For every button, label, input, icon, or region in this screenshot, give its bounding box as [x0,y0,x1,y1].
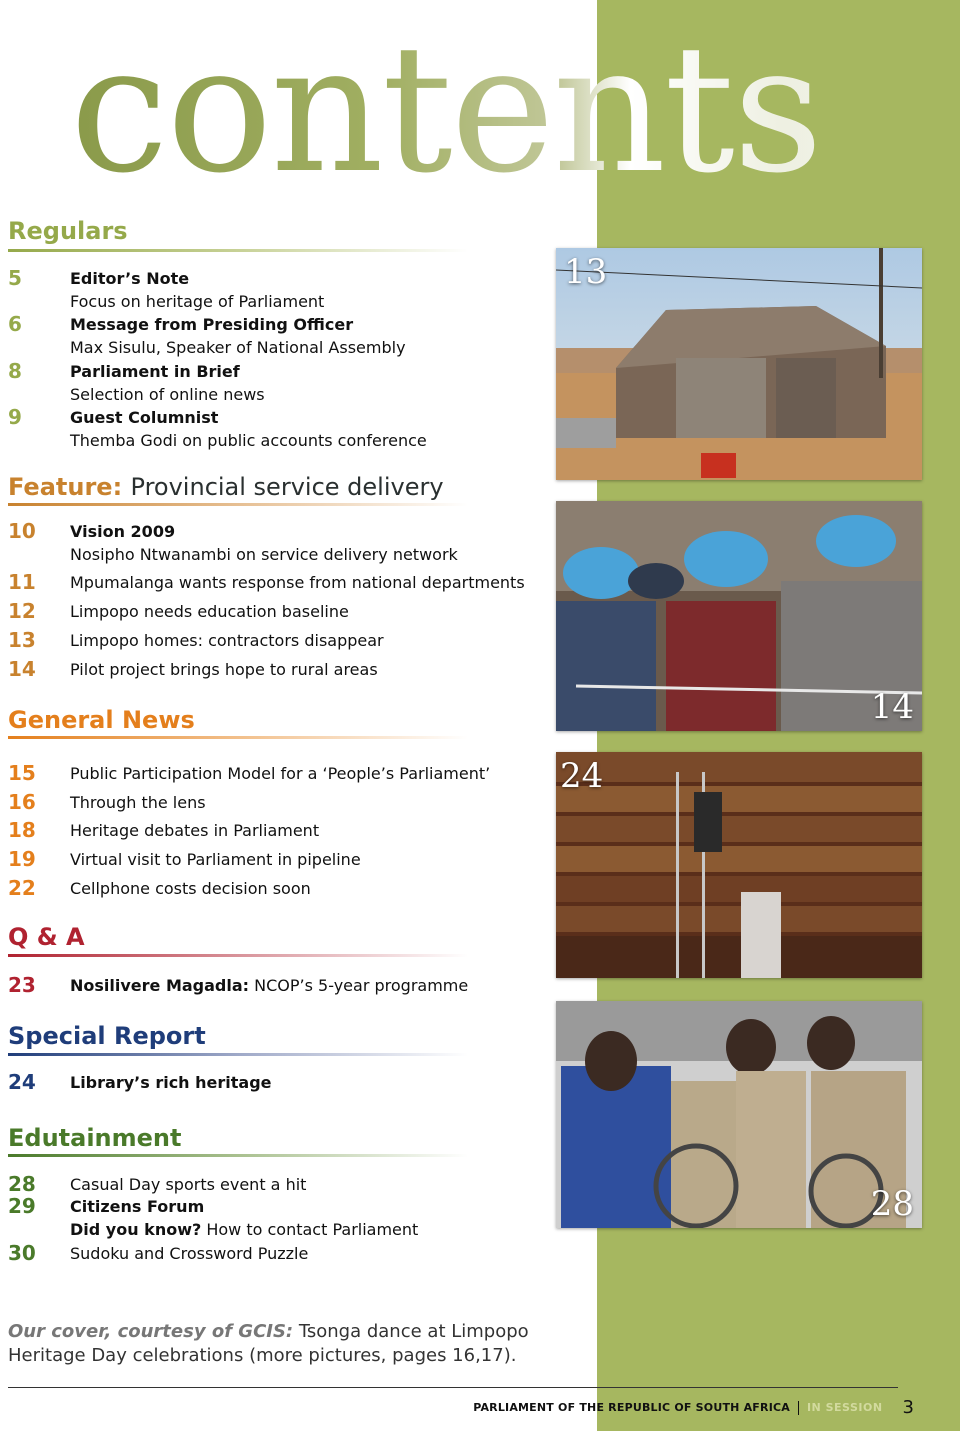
entry-text: Pilot project brings hope to rural areas [70,660,378,679]
shack-image [556,248,922,480]
entry-title: Citizens Forum [70,1197,205,1216]
page-number: 11 [8,570,36,594]
entry-text: Casual Day sports event a hit [70,1175,307,1194]
photo-library[interactable] [556,752,922,978]
entry-text: Cellphone costs decision soon [70,879,311,898]
page-number: 10 [8,519,36,543]
toc-entry[interactable] [8,762,588,785]
toc-entry[interactable] [8,629,588,652]
photo-page-number: 24 [560,756,604,796]
toc-entry[interactable] [8,1071,588,1094]
section-rule [8,1154,468,1157]
toc-entry[interactable] [8,313,588,359]
entry-text: Heritage debates in Parliament [70,821,320,840]
publication-name: PARLIAMENT OF THE REPUBLIC OF SOUTH AFRICA [473,1401,790,1414]
section-rule [8,249,468,252]
entry-title: Vision 2009 [70,522,176,541]
section-heading-regulars: Regulars [8,217,128,245]
entry-title: Nosilivere Magadla: [70,976,250,995]
photo-wheelchair-group[interactable] [556,1001,922,1228]
page-number: 30 [8,1241,36,1265]
page-number: 14 [8,657,36,681]
entry-title: Library’s rich heritage [70,1073,272,1092]
entry-text: Virtual visit to Parliament in pipeline [70,850,361,869]
section-heading-edutainment: Edutainment [8,1124,182,1152]
footer-rule [8,1387,898,1388]
section-rule [8,1053,468,1056]
toc-entry[interactable] [8,848,588,871]
page-number: 5 [8,266,22,290]
entry-rest: How to contact Parliament [201,1220,419,1239]
cover-caption-lead: Our cover, courtesy of GCIS: [8,1321,294,1342]
page-number: 8 [8,359,22,383]
section-subheading: Provincial service delivery [130,473,444,501]
toc-entry[interactable] [8,791,588,814]
toc-entry[interactable] [8,600,588,623]
page-number: 23 [8,973,36,997]
entry-title: Parliament in Brief [70,362,240,381]
toc-entry[interactable] [8,406,588,452]
toc-entry[interactable] [8,974,588,997]
page-number: 6 [8,312,22,336]
footer-divider [798,1401,799,1415]
entry-description: Nosipho Ntwanambi on service delivery network [70,545,458,564]
page-title: contents [70,20,960,200]
entry-description: Max Sisulu, Speaker of National Assembly [70,338,406,357]
cover-caption [8,1320,568,1368]
photo-shack[interactable] [556,248,922,480]
entry-description: Themba Godi on public accounts conference [70,431,427,450]
page-number: 18 [8,818,36,842]
toc-entry[interactable] [8,520,588,566]
entry-text: Through the lens [70,793,206,812]
page-number: 16 [8,790,36,814]
toc-entry[interactable] [8,1173,588,1196]
folio-page-number: 3 [902,1397,914,1418]
section-heading-feature [8,472,444,502]
photo-ribbon-cutting[interactable] [556,501,922,731]
entry-description: Focus on heritage of Parliament [70,292,325,311]
wheelchair-group-image [556,1001,922,1228]
section-rule [8,736,468,739]
photo-page-number: 13 [564,252,608,292]
toc-entry[interactable] [8,1195,588,1241]
section-heading-special-report: Special Report [8,1022,206,1050]
entry-highlight: Did you know? [70,1220,202,1239]
page-number: 19 [8,847,36,871]
toc-entry[interactable] [8,658,588,681]
page-number: 15 [8,761,36,785]
library-image [556,752,922,978]
page-number: 9 [8,405,22,429]
entry-description: NCOP’s 5-year programme [249,976,469,995]
entry-title: Guest Columnist [70,408,219,427]
photo-page-number: 14 [870,687,914,727]
entry-text: Sudoku and Crossword Puzzle [70,1244,309,1263]
toc-entry[interactable] [8,360,588,406]
section-heading-general-news: General News [8,706,195,734]
page-number: 13 [8,628,36,652]
page-number: 24 [8,1070,36,1094]
entry-text: Limpopo homes: contractors disappear [70,631,384,650]
toc-entry[interactable] [8,819,588,842]
toc-entry[interactable] [8,571,588,594]
section-heading-label: Feature: [8,473,123,501]
ribbon-cutting-image [556,501,922,731]
entry-title: Editor’s Note [70,269,190,288]
magazine-name: IN SESSION [806,1401,883,1414]
section-rule [8,503,468,506]
entry-text: Public Participation Model for a ‘People’s Parliament’ [70,764,491,783]
section-rule [8,954,468,957]
entry-text: Mpumalanga wants response from national departments [70,573,525,592]
page-number: 22 [8,876,36,900]
toc-entry[interactable] [8,267,588,313]
entry-title: Message from Presiding Officer [70,315,354,334]
entry-text: Limpopo needs education baseline [70,602,349,621]
page-number: 12 [8,599,36,623]
cover-caption-text: Tsonga dance at Limpopo Heritage Day celebrations (more pictures, pages 16,17). [8,1321,529,1366]
toc-entry[interactable] [8,877,588,900]
footer [473,1398,914,1418]
entry-text [70,974,588,997]
entry-description: Selection of online news [70,385,265,404]
photo-page-number: 28 [870,1184,914,1224]
toc-entry[interactable] [8,1242,588,1265]
page-number: 28 [8,1172,36,1196]
page-number: 29 [8,1194,36,1218]
section-heading-q-and-a: Q & A [8,923,85,951]
entry-description [70,1218,588,1241]
